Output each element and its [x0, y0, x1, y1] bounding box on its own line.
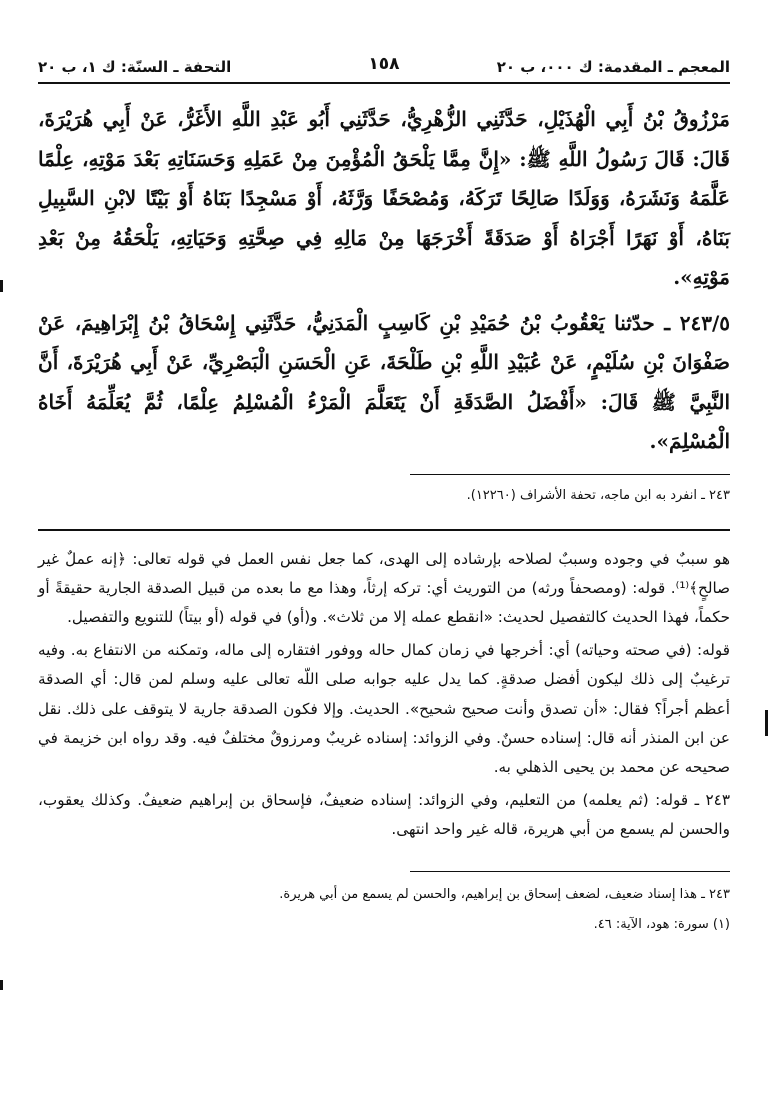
- footnote-quran-reference: (١) سورة: هود، الآية: ٤٦.: [593, 916, 730, 932]
- hadith-text: [38, 100, 730, 462]
- footnote-separator: [410, 871, 730, 872]
- hadith-paragraph-243: ٢٤٣/٥ ـ حدّثنا يَعْقُوبُ بْنُ حُمَيْدِ بْنِ كَاسِبٍ الْمَدَنِيُّ، حَدَّثَنِي إِسْحَاقُ بْنُ إِبْرَاهِيمَ، عَنْ صَفْوَانَ بْنِ سُلَيْمٍ، عَنْ عُبَيْدِ اللَّهِ بْنِ طَلْحَةَ، عَنِ الْحَسَنِ الْبَصْرِيِّ، عَنْ أَبِي هُرَيْرَةَ، أَنَّ النَّبِيَّ ﷺ قَالَ: «أَفْضَلُ الصَّدَقَةِ أَنْ يَتَعَلَّمَ الْمَرْءُ الْمُسْلِمُ عِلْمًا، ثُمَّ يُعَلِّمَهُ أَخَاهُ الْمُسْلِمَ».: [38, 310, 730, 453]
- commentary-text: [38, 545, 730, 845]
- commentary-paragraph-2: قوله: (في صحته وحياته) أي: أخرجها في زمان كمال حاله ووفور افتقاره إلى ماله، وتمكنه من الانتفاع به. وفيه ترغيبٌ إلى ذلك ليكون أفضل صدقةٍ. كما يدل عليه جوابه صلى اللّه تعالى عليه وسلم لمن قال: أي الصدقة أعظم أجراً؟ فقال: «أن تصدق وأنت صحيح شحيح». الحديث. وإلا فكون الصدقة جارية لا يتوقف على ذلك. نقل عن ابن المنذر أنه قال: إسناده حسنٌ. وفي الزوائد: إسناده غريبٌ ومرزوقٌ مختلفٌ فيه. وقد رواه ابن خزيمة في صحيحه عن محمد بن يحيى الذهلي به.: [38, 641, 730, 776]
- book-page: [38, 52, 730, 1080]
- header-left-reference: التحفة ـ السنّة: ك ١، ب ٢٠: [38, 58, 232, 76]
- running-header: [38, 52, 730, 82]
- footnotes: [38, 880, 730, 940]
- commentary-paragraph-1: هو سببٌ في وجوده وسببٌ لصلاحه بإرشاده إلى الهدى، كما جعل نفس العمل في قوله تعالى: ﴿إنه عملٌ غير صالحٍ﴾⁽¹⁾. قوله: (ومصحفاً ورثه) من التوريث أي: تركه إرثاً، وهذا مع ما بعده من قبيل الصدقة الجارية حقيقةً أو حكماً، فهذا الحديث كالتفصيل لحديث: «انقطع عمله إلا من ثلاث». و(أو) في قوله (أو بيتاً) للتنويع والتفصيل.: [38, 549, 730, 626]
- header-rule: [38, 82, 730, 84]
- takhrij-note: ٢٤٣ ـ انفرد به ابن ماجه، تحفة الأشراف (١٢٢٦٠).: [466, 487, 730, 503]
- commentary-separator: [38, 529, 730, 531]
- hadith-paragraph-242: مَرْزُوقُ بْنُ أَبِي الْهُذَيْلِ، حَدَّثَنِي الزُّهْرِيُّ، حَدَّثَنِي أَبُو عَبْدِ اللَّهِ الأَغَرُّ، عَنْ أَبِي هُرَيْرَةَ، قَالَ: قَالَ رَسُولُ اللَّهِ ﷺ: «إِنَّ مِمَّا يَلْحَقُ الْمُؤْمِنَ مِنْ عَمَلِهِ وَحَسَنَاتِهِ بَعْدَ مَوْتِهِ، عِلْمًا عَلَّمَهُ وَنَشَرَهُ، وَوَلَدًا صَالِحًا تَرَكَهُ، وَمُصْحَفًا وَرَّثَهُ، أَوْ مَسْجِدًا بَنَاهُ أَوْ بَيْتًا لابْنِ السَّبِيلِ بَنَاهُ، أَوْ نَهَرًا أَجْرَاهُ أَوْ صَدَقَةً أَخْرَجَهَا مِنْ مَالِهِ فِي صِحَّتِهِ وَحَيَاتِهِ، يَلْحَقُهُ مِنْ بَعْدِ مَوْتِهِ».: [38, 107, 730, 289]
- footnote-isnad: ٢٤٣ ـ هذا إسناد ضعيف، لضعف إسحاق بن إبراهيم، والحسن لم يسمع من أبي هريرة.: [279, 886, 730, 902]
- page-number: ١٥٨: [368, 54, 400, 74]
- commentary-paragraph-3: ٢٤٣ ـ قوله: (ثم يعلمه) من التعليم، وفي الزوائد: إسناده ضعيفٌ، فإسحاق بن إبراهيم ضعيفٌ. وكذلك يعقوب، والحسن لم يسمع من أبي هريرة، قاله غير واحد انتهى.: [38, 791, 730, 839]
- scan-edge-mark: [0, 980, 3, 990]
- header-right-reference: المعجم ـ المقدمة: ك ٠٠٠، ب ٢٠: [496, 58, 730, 76]
- scan-edge-mark: [0, 280, 3, 292]
- takhrij-separator: [410, 474, 730, 475]
